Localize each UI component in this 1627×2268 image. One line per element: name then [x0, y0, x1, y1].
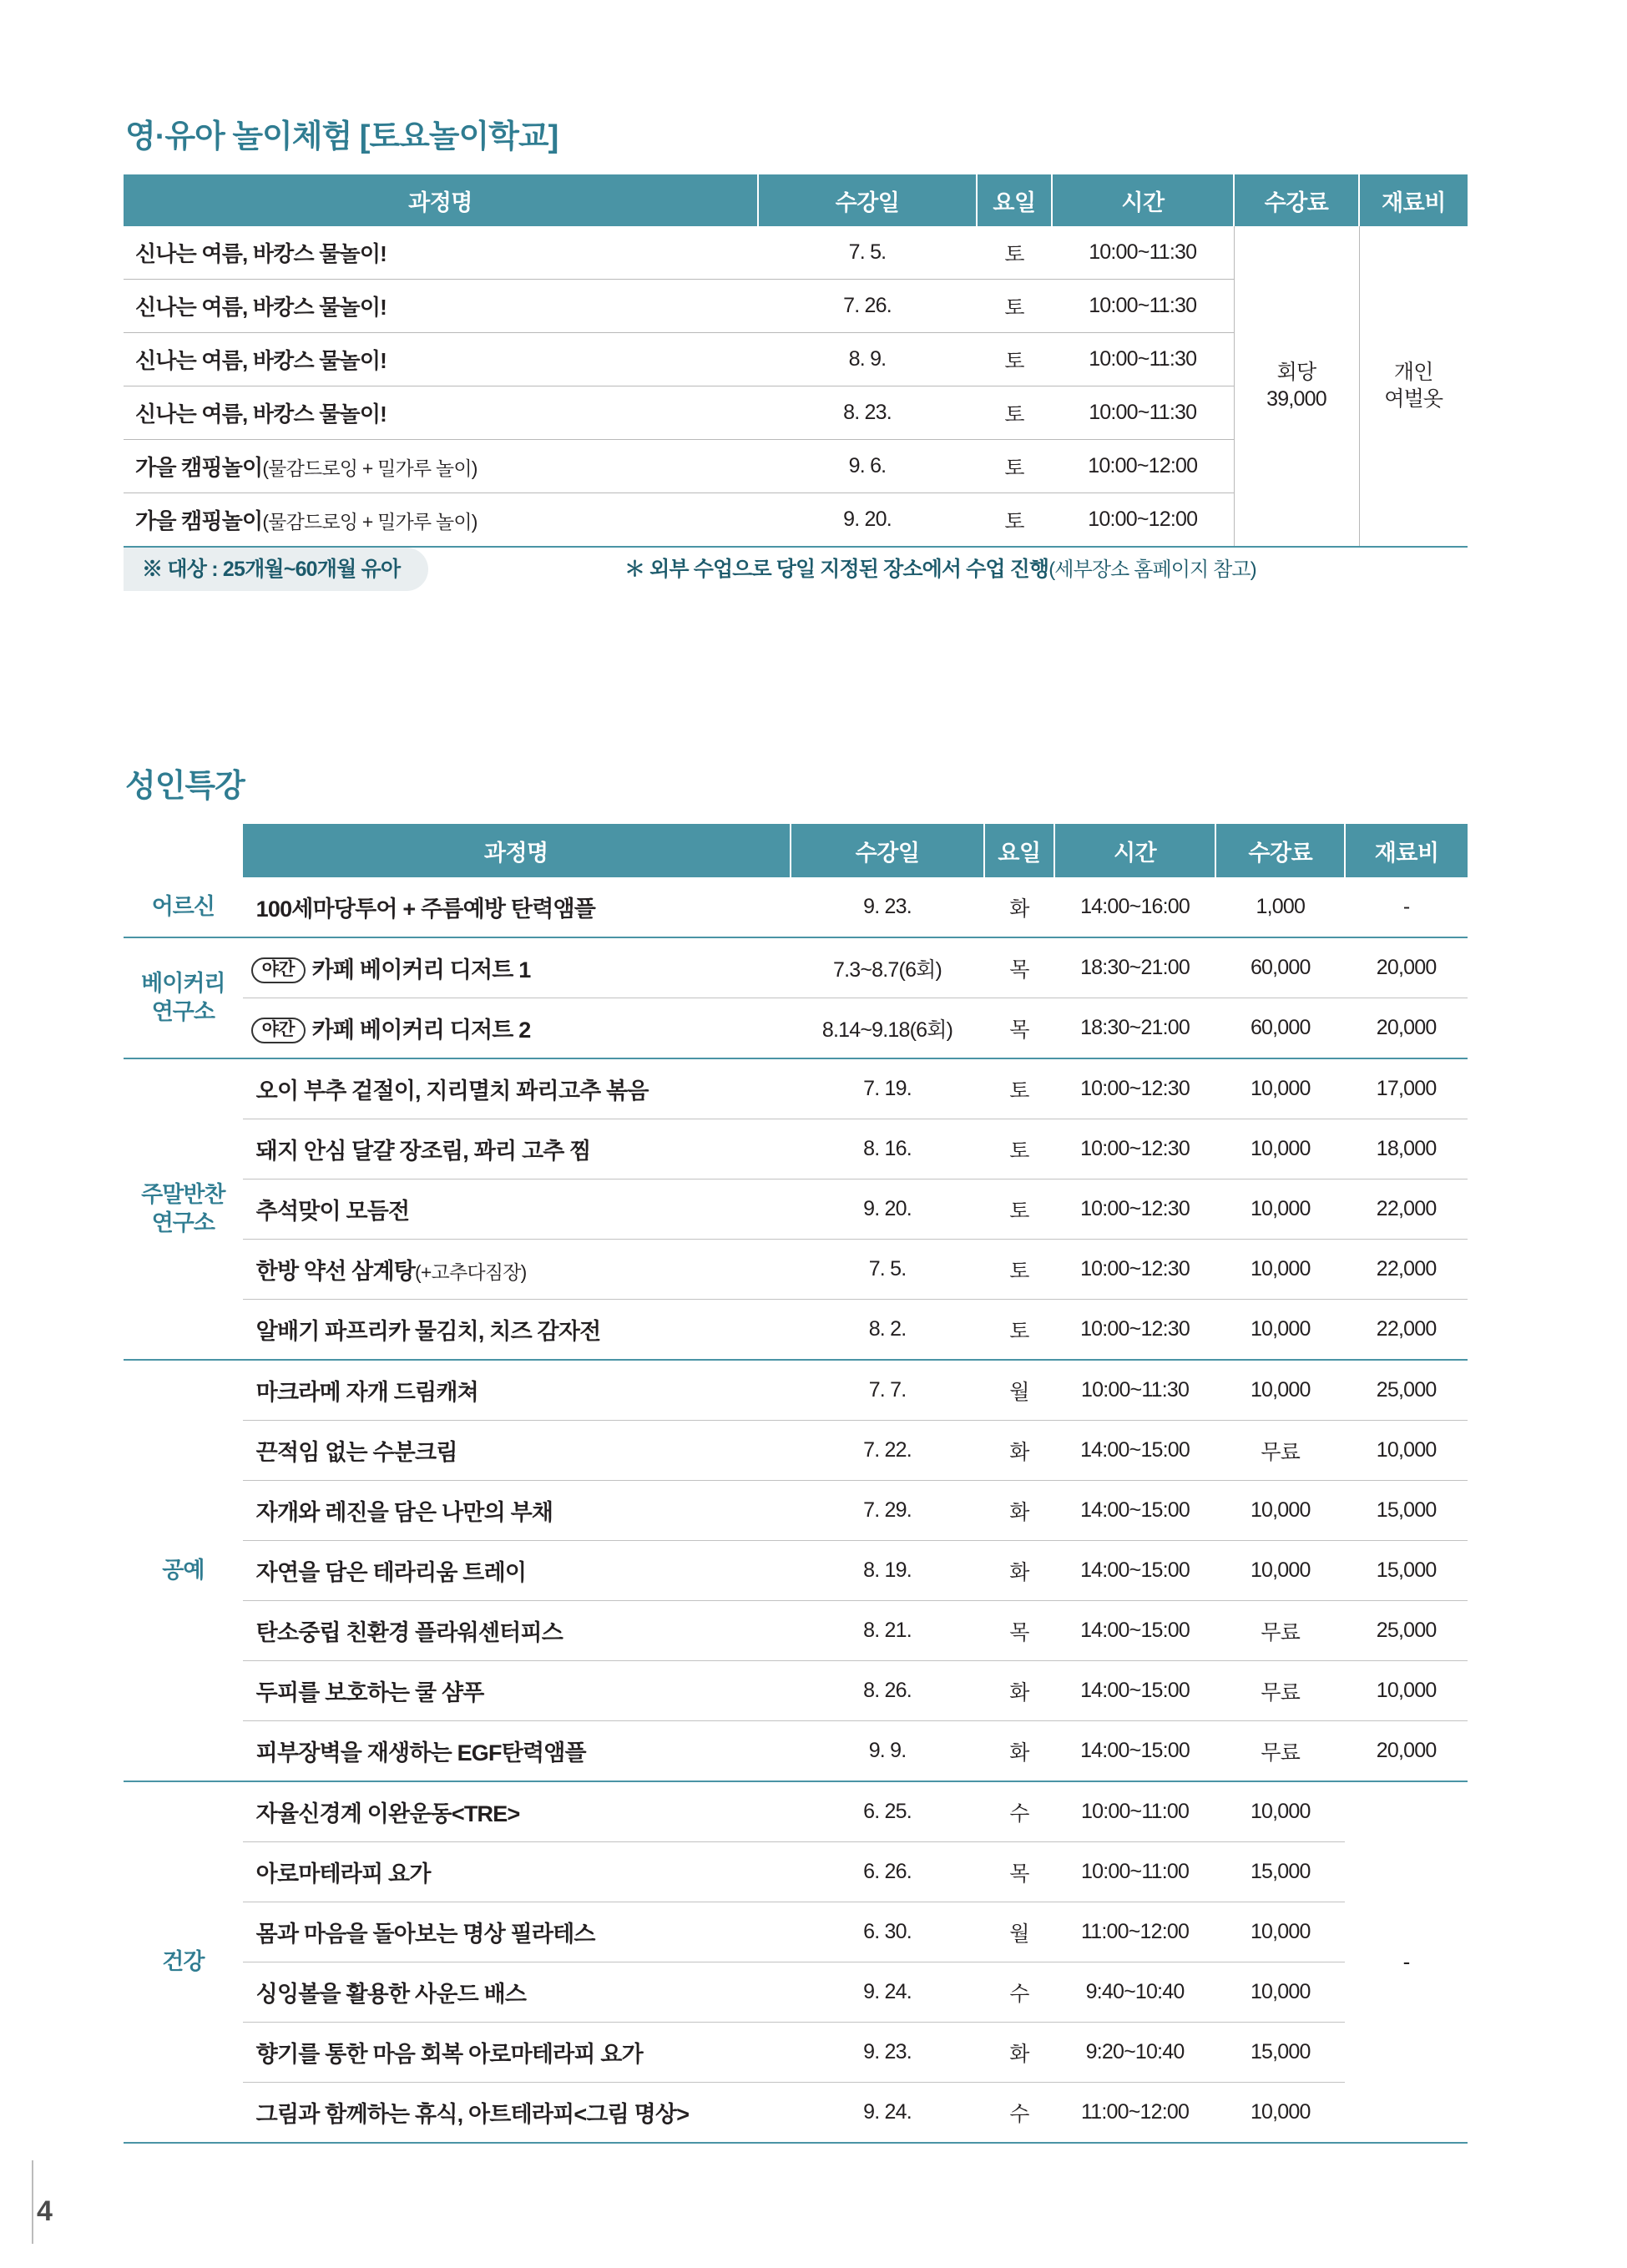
course-fee: 10,000: [1215, 1962, 1345, 2023]
fee-line1: 회당: [1276, 361, 1316, 385]
course-time: 14:00~15:00: [1054, 1601, 1216, 1661]
course-name: 몸과 마음을 돌아보는 명상 필라테스: [243, 1902, 791, 1962]
course-fee: 10,000: [1215, 1541, 1345, 1601]
col-category: [124, 824, 243, 877]
course-date: 8. 21.: [791, 1601, 984, 1661]
table-row: [124, 1300, 1468, 1361]
course-day: 화: [984, 1421, 1054, 1481]
course-day: 토: [977, 440, 1052, 493]
course-time: 10:00~12:30: [1054, 1058, 1216, 1119]
section-infant-play: [124, 110, 1509, 596]
course-day: 화: [984, 877, 1054, 937]
course-material: 15,000: [1345, 1481, 1468, 1541]
course-day: 화: [984, 2023, 1054, 2083]
table-row: [124, 937, 1468, 998]
course-name: 신나는 여름, 바캉스 물놀이!: [124, 333, 758, 386]
table-row: [124, 877, 1468, 937]
course-date: 8. 19.: [791, 1541, 984, 1601]
course-name: 자율신경계 이완운동<TRE>: [243, 1781, 791, 1842]
course-date: 8.14~9.18(6회): [791, 998, 984, 1059]
course-fee: 10,000: [1215, 1300, 1345, 1361]
section1-title: 영·유아 놀이체험 [토요놀이학교]: [125, 119, 558, 154]
category-line2: 연구소: [151, 998, 215, 1024]
table-row: [124, 1240, 1468, 1300]
course-day: 화: [984, 1541, 1054, 1601]
course-name: 알배기 파프리카 물김치, 치즈 감자전: [243, 1300, 791, 1361]
course-date: 9. 20.: [758, 493, 977, 548]
note-target-age: ※ 대상 : 25개월~60개월 유아: [124, 548, 428, 591]
table-row: [124, 998, 1468, 1059]
course-name: 끈적임 없는 수분크림: [243, 1421, 791, 1481]
course-time: 10:00~11:30: [1054, 1360, 1216, 1421]
col-fee: 수강료: [1234, 174, 1359, 226]
table-row: [124, 1781, 1468, 1842]
course-date: 6. 26.: [791, 1842, 984, 1902]
table-row: [124, 1360, 1468, 1421]
course-material: -: [1345, 877, 1468, 937]
note-offsite: [624, 548, 1256, 591]
course-name-main: 가을 캠핑놀이: [135, 508, 263, 533]
fee-line2: 39,000: [1266, 386, 1326, 411]
course-fee: 10,000: [1215, 1360, 1345, 1421]
section-adult-special: [124, 760, 1509, 2144]
table-row: [124, 1541, 1468, 1601]
col-date: 수강일: [758, 174, 977, 226]
course-time: 10:00~12:30: [1054, 1240, 1216, 1300]
course-time: 10:00~11:30: [1052, 280, 1234, 333]
course-time: 14:00~15:00: [1054, 1421, 1216, 1481]
table-row: [124, 1058, 1468, 1119]
col-time: 시간: [1052, 174, 1234, 226]
course-date: 9. 24.: [791, 2083, 984, 2144]
section2-table: [124, 824, 1468, 2144]
course-name-sub: (물감드로잉 + 밀가루 놀이): [262, 457, 477, 479]
course-time: 14:00~15:00: [1054, 1481, 1216, 1541]
course-date: 6. 30.: [791, 1902, 984, 1962]
course-material: 25,000: [1345, 1360, 1468, 1421]
course-time: 10:00~12:00: [1052, 493, 1234, 548]
course-name: [124, 493, 758, 548]
course-time: 10:00~11:30: [1052, 226, 1234, 280]
course-day: 수: [984, 2083, 1054, 2144]
course-date: 8. 2.: [791, 1300, 984, 1361]
course-material: 10,000: [1345, 1661, 1468, 1721]
course-name: 신나는 여름, 바캉스 물놀이!: [124, 226, 758, 280]
col-material-fee: 재료비: [1359, 174, 1468, 226]
course-time: 18:30~21:00: [1054, 998, 1216, 1059]
course-name-sub: (물감드로잉 + 밀가루 놀이): [262, 511, 477, 533]
col-course-name: 과정명: [124, 174, 758, 226]
course-fee-merged: [1234, 226, 1359, 547]
table-row: [124, 226, 1468, 280]
course-day: 토: [984, 1240, 1054, 1300]
course-date: 8. 23.: [758, 386, 977, 440]
category-label-bakery: [124, 937, 243, 1058]
table-row: [124, 1962, 1468, 2023]
course-time: 10:00~11:00: [1054, 1781, 1216, 1842]
course-day: 토: [984, 1179, 1054, 1240]
course-name: [124, 440, 758, 493]
table-row: [124, 2023, 1468, 2083]
course-fee: 60,000: [1215, 998, 1345, 1059]
note-offsite-thin: (세부장소 홈페이지 참고): [1048, 558, 1256, 581]
course-name: 오이 부추 겉절이, 지리멸치 꽈리고추 볶음: [243, 1058, 791, 1119]
course-name-main: 카페 베이커리 디저트 1: [311, 957, 531, 982]
category-label-craft: 공예: [124, 1360, 243, 1781]
course-date: 7. 7.: [791, 1360, 984, 1421]
course-material: 20,000: [1345, 1721, 1468, 1782]
course-material: 18,000: [1345, 1119, 1468, 1179]
course-date: 9. 24.: [791, 1962, 984, 2023]
course-fee: 무료: [1215, 1661, 1345, 1721]
material-line1: 개인: [1393, 361, 1433, 385]
course-day: 목: [984, 937, 1054, 998]
course-date: 9. 20.: [791, 1179, 984, 1240]
course-fee: 10,000: [1215, 2083, 1345, 2144]
course-date: 8. 16.: [791, 1119, 984, 1179]
table-header-row: [124, 824, 1468, 877]
course-name: 그림과 함께하는 휴식, 아트테라피<그림 명상>: [243, 2083, 791, 2144]
section1-notes: [124, 548, 1468, 596]
course-time: 18:30~21:00: [1054, 937, 1216, 998]
category-line1: 베이커리: [141, 970, 225, 996]
course-date: 9. 9.: [791, 1721, 984, 1782]
course-fee: 15,000: [1215, 1842, 1345, 1902]
course-fee: 10,000: [1215, 1781, 1345, 1842]
course-material: 22,000: [1345, 1300, 1468, 1361]
course-fee: 10,000: [1215, 1179, 1345, 1240]
course-day: 월: [984, 1360, 1054, 1421]
course-time: 10:00~11:30: [1052, 386, 1234, 440]
course-day: 토: [977, 333, 1052, 386]
category-line2: 연구소: [151, 1210, 215, 1235]
course-date: 7. 5.: [791, 1240, 984, 1300]
page-number: 4: [37, 2195, 53, 2227]
course-time: 10:00~11:00: [1054, 1842, 1216, 1902]
course-date: 7. 26.: [758, 280, 977, 333]
col-date: 수강일: [791, 824, 984, 877]
course-fee: 1,000: [1215, 877, 1345, 937]
course-material-merged: [1359, 226, 1468, 547]
table-header-row: [124, 174, 1468, 226]
course-fee: 무료: [1215, 1601, 1345, 1661]
col-course-name: 과정명: [243, 824, 791, 877]
course-time: 14:00~15:00: [1054, 1661, 1216, 1721]
course-day: 월: [984, 1902, 1054, 1962]
course-time: 10:00~11:30: [1052, 333, 1234, 386]
course-day: 수: [984, 1781, 1054, 1842]
course-fee: 60,000: [1215, 937, 1345, 998]
course-date: 7. 22.: [791, 1421, 984, 1481]
course-day: 화: [984, 1661, 1054, 1721]
course-time: 10:00~12:30: [1054, 1300, 1216, 1361]
category-label-weekend-banchan: [124, 1058, 243, 1360]
course-name: [243, 998, 791, 1059]
course-name: 자연을 담은 테라리움 트레이: [243, 1541, 791, 1601]
course-name-sub: (+고추다짐장): [415, 1261, 527, 1283]
course-day: 토: [977, 226, 1052, 280]
col-material-fee: 재료비: [1345, 824, 1468, 877]
course-date: 9. 23.: [791, 2023, 984, 2083]
table-row: [124, 1842, 1468, 1902]
category-line1: 주말반찬: [141, 1181, 225, 1207]
category-label-senior: 어르신: [124, 877, 243, 937]
table-row: [124, 1902, 1468, 1962]
course-date: 7.3~8.7(6회): [791, 937, 984, 998]
table-row: [124, 1481, 1468, 1541]
course-time: 11:00~12:00: [1054, 2083, 1216, 2144]
course-time: 10:00~12:30: [1054, 1119, 1216, 1179]
course-name: 향기를 통한 마음 회복 아로마테라피 요가: [243, 2023, 791, 2083]
section2-title: 성인특강: [125, 769, 245, 804]
course-date: 9. 23.: [791, 877, 984, 937]
table-row: [124, 1119, 1468, 1179]
course-material: 15,000: [1345, 1541, 1468, 1601]
course-name: 추석맞이 모듬전: [243, 1179, 791, 1240]
course-material: 20,000: [1345, 937, 1468, 998]
course-name: 자개와 레진을 담은 나만의 부채: [243, 1481, 791, 1541]
table-row: [124, 1421, 1468, 1481]
night-badge: 야간: [251, 957, 306, 983]
course-name: [243, 937, 791, 998]
course-day: 토: [977, 386, 1052, 440]
course-time: 10:00~12:00: [1052, 440, 1234, 493]
course-material: 22,000: [1345, 1240, 1468, 1300]
footer-divider: [32, 2160, 33, 2244]
course-material: 22,000: [1345, 1179, 1468, 1240]
course-day: 목: [984, 1601, 1054, 1661]
course-time: 9:20~10:40: [1054, 2023, 1216, 2083]
course-name: 신나는 여름, 바캉스 물놀이!: [124, 386, 758, 440]
course-time: 14:00~15:00: [1054, 1541, 1216, 1601]
course-name-main: 가을 캠핑놀이: [135, 455, 263, 480]
course-day: 목: [984, 1842, 1054, 1902]
course-name-main: 한방 약선 삼계탕: [255, 1259, 416, 1284]
course-fee: 10,000: [1215, 1119, 1345, 1179]
course-name: [243, 1240, 791, 1300]
course-fee: 무료: [1215, 1721, 1345, 1782]
course-date: 9. 6.: [758, 440, 977, 493]
course-date: 7. 19.: [791, 1058, 984, 1119]
course-name: 돼지 안심 달걀 장조림, 꽈리 고추 찜: [243, 1119, 791, 1179]
course-day: 화: [984, 1481, 1054, 1541]
course-time: 14:00~15:00: [1054, 1721, 1216, 1782]
course-fee: 무료: [1215, 1421, 1345, 1481]
material-line2: 여벌옷: [1384, 386, 1443, 411]
table-row: [124, 2083, 1468, 2144]
col-day: 요일: [977, 174, 1052, 226]
col-fee: 수강료: [1215, 824, 1345, 877]
table-row: [124, 1661, 1468, 1721]
table-row: [124, 1179, 1468, 1240]
course-material: 10,000: [1345, 1421, 1468, 1481]
course-name: 100세마당투어 + 주름예방 탄력앰플: [243, 877, 791, 937]
course-name: 두피를 보호하는 쿨 샴푸: [243, 1661, 791, 1721]
course-name: 피부장벽을 재생하는 EGF탄력앰플: [243, 1721, 791, 1782]
col-time: 시간: [1054, 824, 1216, 877]
course-fee: 10,000: [1215, 1481, 1345, 1541]
note-offsite-bold: ＊ 외부 수업으로 당일 지정된 장소에서 수업 진행: [624, 558, 1049, 581]
course-day: 수: [984, 1962, 1054, 2023]
course-name: 아로마테라피 요가: [243, 1842, 791, 1902]
course-material-merged: -: [1345, 1781, 1468, 2143]
course-time: 14:00~16:00: [1054, 877, 1216, 937]
course-material: 25,000: [1345, 1601, 1468, 1661]
course-name-main: 카페 베이커리 디저트 2: [311, 1018, 531, 1043]
night-badge: 야간: [251, 1018, 306, 1043]
course-date: 6. 25.: [791, 1781, 984, 1842]
category-label-health: 건강: [124, 1781, 243, 2143]
course-name: 탄소중립 친환경 플라워센터피스: [243, 1601, 791, 1661]
section1-table: [124, 174, 1468, 548]
course-name: 마크라메 자개 드림캐쳐: [243, 1360, 791, 1421]
course-name: 신나는 여름, 바캉스 물놀이!: [124, 280, 758, 333]
course-day: 토: [984, 1058, 1054, 1119]
table-row: [124, 1721, 1468, 1782]
course-time: 9:40~10:40: [1054, 1962, 1216, 2023]
course-day: 토: [977, 280, 1052, 333]
course-date: 7. 5.: [758, 226, 977, 280]
table-row: [124, 1601, 1468, 1661]
col-day: 요일: [984, 824, 1054, 877]
course-day: 화: [984, 1721, 1054, 1782]
course-fee: 10,000: [1215, 1902, 1345, 1962]
course-date: 8. 9.: [758, 333, 977, 386]
course-day: 목: [984, 998, 1054, 1059]
course-day: 토: [977, 493, 1052, 548]
course-material: 17,000: [1345, 1058, 1468, 1119]
course-day: 토: [984, 1119, 1054, 1179]
course-time: 11:00~12:00: [1054, 1902, 1216, 1962]
course-date: 7. 29.: [791, 1481, 984, 1541]
course-fee: 15,000: [1215, 2023, 1345, 2083]
course-name: 싱잉볼을 활용한 사운드 배스: [243, 1962, 791, 2023]
course-fee: 10,000: [1215, 1058, 1345, 1119]
course-day: 토: [984, 1300, 1054, 1361]
course-fee: 10,000: [1215, 1240, 1345, 1300]
course-time: 10:00~12:30: [1054, 1179, 1216, 1240]
course-material: 20,000: [1345, 998, 1468, 1059]
course-date: 8. 26.: [791, 1661, 984, 1721]
